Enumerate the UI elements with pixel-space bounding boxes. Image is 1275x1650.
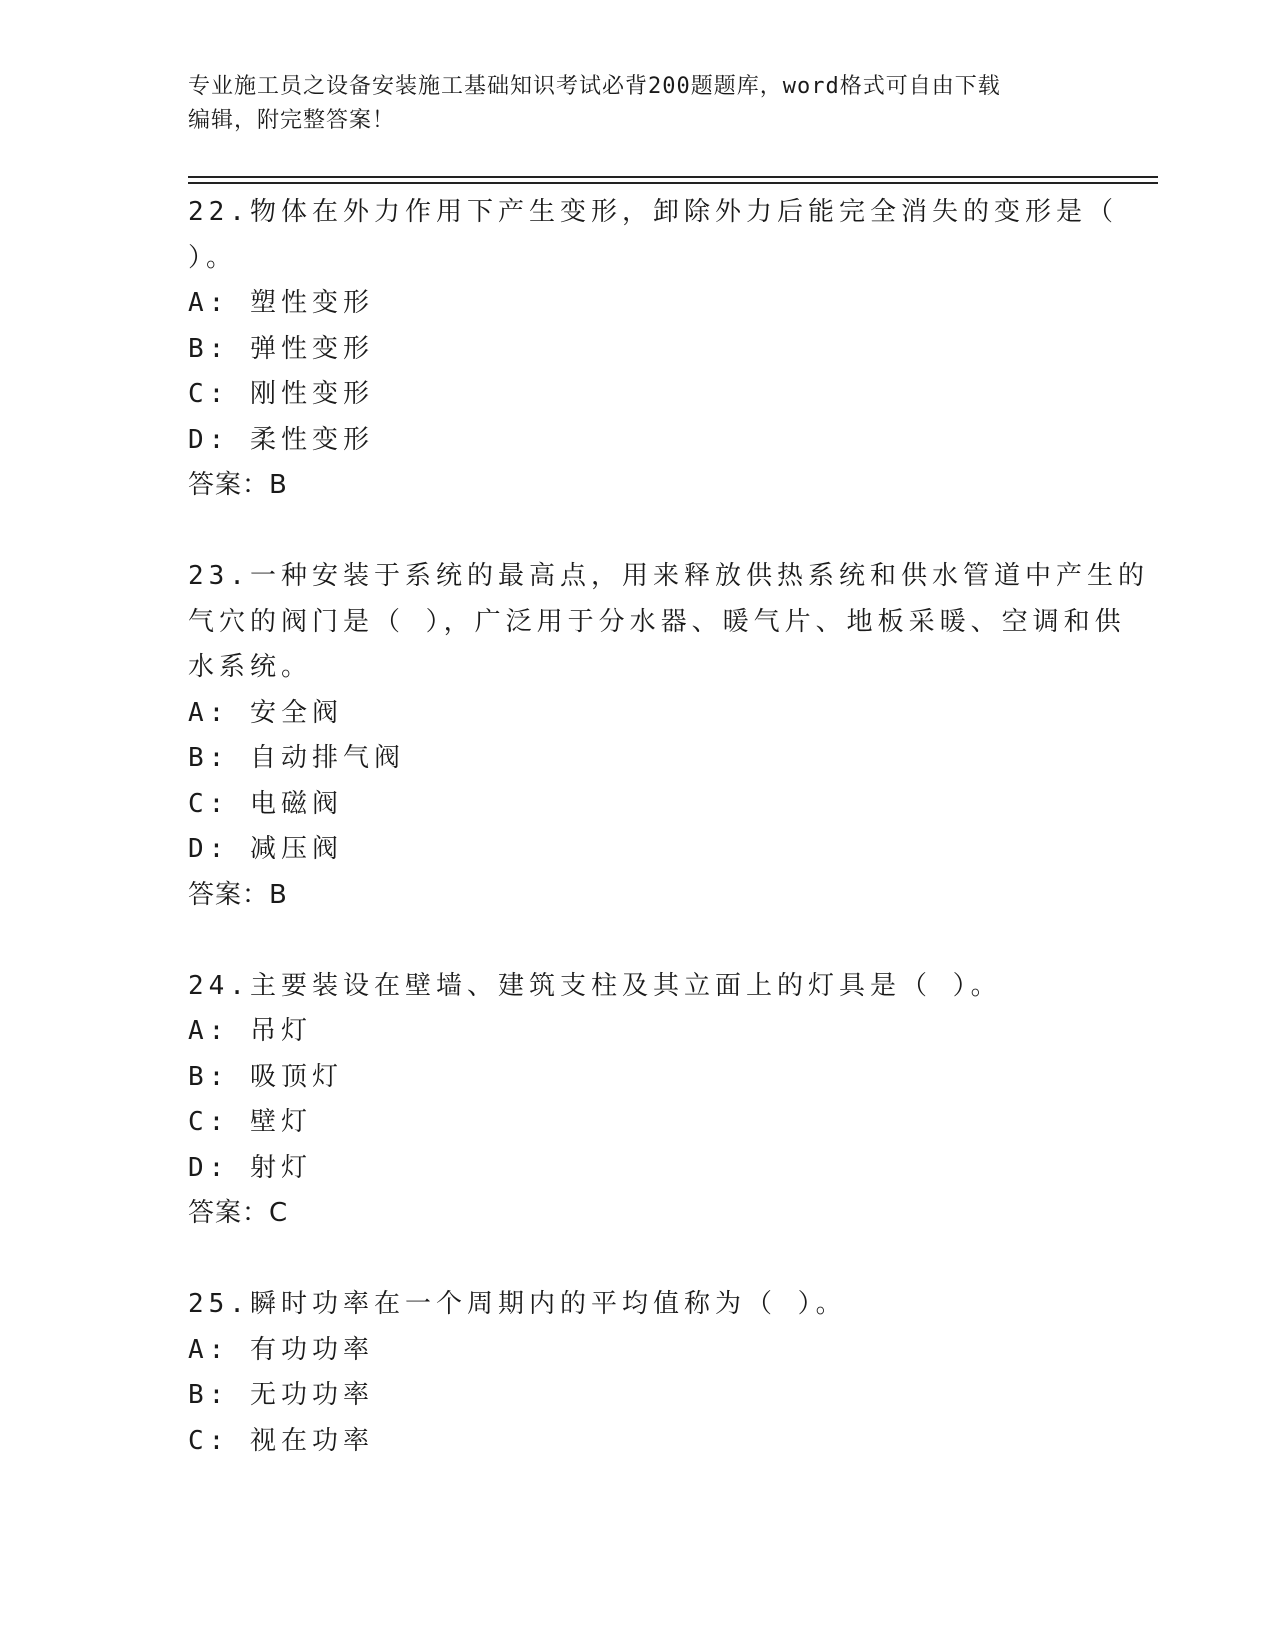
question-text: 24.主要装设在壁墙、建筑支柱及其立面上的灯具是（ ）。 <box>188 970 1002 1001</box>
question-text: ）。 <box>188 242 238 273</box>
header-divider-bottom <box>188 182 1158 184</box>
option-d: D: 减压阀 <box>188 834 343 864</box>
option-b: B: 吸顶灯 <box>188 1061 343 1092</box>
answer: 答案：C <box>188 1198 289 1228</box>
option-c: C: 视在功率 <box>188 1425 374 1456</box>
answer: 答案：B <box>188 879 288 910</box>
option-c: C: 壁灯 <box>188 1107 312 1137</box>
question-22 <box>188 190 1118 509</box>
question-25 <box>188 1282 1088 1464</box>
question-text: 气穴的阀门是（ ），广泛用于分水器、暖气片、地板采暖、空调和供 <box>188 606 1126 637</box>
spacer <box>188 1237 1088 1283</box>
answer: 答案：B <box>188 470 288 500</box>
option-d: D: 射灯 <box>188 1152 312 1183</box>
header-line-2: 编辑，附完整答案！ <box>188 108 396 133</box>
option-d: D: 柔性变形 <box>188 424 374 455</box>
option-c: C: 电磁阀 <box>188 788 343 819</box>
header-divider-top <box>188 176 1158 178</box>
option-b: B: 无功功率 <box>188 1380 374 1410</box>
option-b: B: 自动排气阀 <box>188 743 405 773</box>
question-24 <box>188 964 1088 1237</box>
spacer <box>188 509 1088 555</box>
question-23 <box>188 554 1149 918</box>
option-a: A: 吊灯 <box>188 1016 312 1046</box>
option-a: A: 有功功率 <box>188 1334 374 1365</box>
document-header <box>188 70 1088 138</box>
question-text: 23.一种安装于系统的最高点，用来释放供热系统和供水管道中产生的 <box>188 561 1149 591</box>
header-line-1: 专业施工员之设备安装施工基础知识考试必背200题题库，word格式可自由下载 <box>188 74 1001 99</box>
spacer <box>188 918 1088 964</box>
question-text: 水系统。 <box>188 652 313 682</box>
option-a: A: 塑性变形 <box>188 288 374 318</box>
question-text: 22.物体在外力作用下产生变形，卸除外力后能完全消失的变形是（ <box>188 197 1118 227</box>
option-c: C: 刚性变形 <box>188 379 374 409</box>
option-b: B: 弹性变形 <box>188 333 374 364</box>
option-a: A: 安全阀 <box>188 697 343 728</box>
question-list <box>188 190 1149 1464</box>
question-text: 25.瞬时功率在一个周期内的平均值称为（ ）。 <box>188 1289 847 1319</box>
